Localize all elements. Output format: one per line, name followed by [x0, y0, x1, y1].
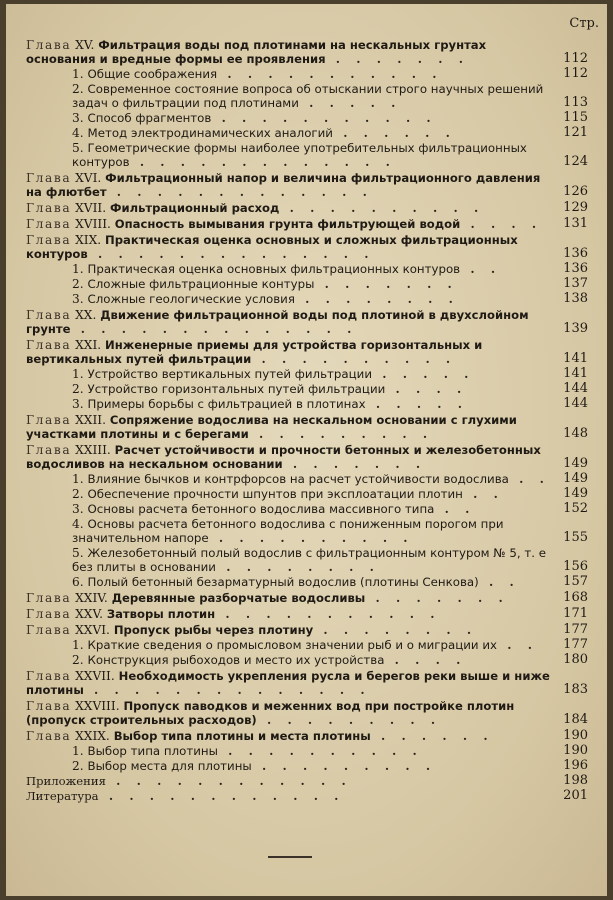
page-number: 155	[563, 530, 588, 545]
dot-leader: . . . . . . . . .	[256, 713, 442, 727]
dot-leader: . . . . . . .	[314, 277, 458, 291]
entry-title: Пропуск рыбы через плотину	[113, 623, 314, 637]
page-number: 190	[563, 728, 588, 743]
entry-number: XXIX.	[75, 729, 110, 743]
entry-number: XXVIII.	[75, 699, 120, 713]
entry-number: 2.	[72, 759, 84, 773]
toc-chapter	[26, 217, 598, 231]
entry-title: Выбор места для плотины	[87, 759, 252, 773]
dot-leader: . . . . . . . . . . . . . .	[83, 683, 371, 697]
page-column-header: Стр.	[569, 16, 599, 31]
page-number: 112	[563, 66, 588, 81]
entry-title: Основы расчета бетонного водослива массивного типа	[87, 502, 435, 516]
entry-title: Конструкция рыбоходов и место их устройства	[87, 653, 385, 667]
entry-title: Опасность вымывания грунта фильтрующей водой	[114, 217, 461, 231]
toc-appendix	[26, 789, 598, 803]
page-number: 136	[563, 261, 588, 276]
toc-chapter	[26, 607, 598, 621]
entry-title: Практическая оценка основных и сложных фильтрационных контуров	[26, 233, 518, 261]
page-number: 183	[563, 682, 588, 697]
entry-title: Пропуск паводков и меженних вод при постройке плотин (пропуск строительных расходов)	[26, 699, 515, 727]
page-number: 121	[563, 125, 588, 140]
entry-title: Устройство вертикальных путей фильтрации	[87, 367, 372, 381]
toc-section	[26, 82, 598, 110]
entry-title: Геометрические формы наиболее употребительных фильтрационных контуров	[72, 141, 527, 169]
entry-number: XVI.	[75, 171, 102, 185]
entry-title: Современное состояние вопроса об отыскании строго научных решений задач о фильтрации под плотинами	[72, 82, 544, 110]
entry-title: Движение фильтрационной воды под плотиной в двухслойном грунте	[26, 308, 529, 336]
entry-title: Устройство горизонтальных путей фильтрации	[87, 382, 386, 396]
entry-title: Краткие сведения о промысловом значении рыб и о миграции их	[87, 638, 497, 652]
entry-number: XVII.	[75, 201, 107, 215]
dot-leader: . . . . .	[298, 96, 402, 110]
toc-chapter	[26, 413, 598, 441]
dot-leader: . .	[508, 472, 550, 486]
dot-leader: . . . . . . . . . . . . . .	[70, 322, 358, 336]
entry-number: XV.	[75, 38, 95, 52]
chapter-prefix: Глава	[26, 443, 72, 457]
dot-leader: . . . . . . . . . . .	[217, 67, 443, 81]
entry-number: XIX.	[75, 233, 102, 247]
chapter-prefix: Глава	[26, 233, 72, 247]
entry-title: Фильтрация воды под плотинами на нескальных грунтах основания и вредные формы ее проявления	[26, 38, 487, 66]
entry-number: 5.	[72, 546, 84, 560]
entry-title: Сложные фильтрационные контуры	[87, 277, 315, 291]
entry-number: XXV.	[75, 607, 103, 621]
page-number: 131	[563, 216, 588, 231]
page-number: 198	[563, 773, 588, 788]
page-number: 126	[563, 184, 588, 199]
page-number: 149	[563, 486, 588, 501]
entry-number: 3.	[72, 502, 84, 516]
entry-number: 1.	[72, 367, 84, 381]
toc-section	[26, 575, 598, 589]
chapter-prefix: Глава	[26, 729, 72, 743]
toc-section	[26, 141, 598, 169]
toc-section	[26, 126, 598, 140]
page-number: 156	[563, 559, 588, 574]
chapter-prefix: Глава	[26, 217, 72, 231]
entry-number: 1.	[72, 472, 84, 486]
dot-leader: . . . . . .	[370, 729, 494, 743]
dot-leader: . . . . . . . . . . . . . .	[87, 247, 375, 261]
entry-number: 3.	[72, 292, 84, 306]
entry-number: XXII.	[75, 413, 106, 427]
dot-leader: . . . . . . .	[325, 52, 469, 66]
dot-leader: . . . . . . . . . . . . .	[129, 155, 396, 169]
chapter-prefix: Глава	[26, 201, 72, 215]
chapter-prefix: Глава	[26, 338, 72, 352]
toc-chapter	[26, 38, 598, 66]
page-number: 129	[563, 200, 588, 215]
entry-number: 1.	[72, 638, 84, 652]
table-of-contents	[26, 36, 598, 804]
chapter-prefix: Глава	[26, 38, 72, 52]
page-number: 144	[563, 396, 588, 411]
toc-chapter	[26, 338, 598, 366]
page-number: 141	[563, 351, 588, 366]
page-number: 184	[563, 712, 588, 727]
page-number: 152	[563, 501, 588, 516]
page-number: 138	[563, 291, 588, 306]
dot-leader: . . . . . . . . . . . . .	[106, 185, 373, 199]
entry-number: 1.	[72, 744, 84, 758]
toc-section	[26, 546, 598, 574]
toc-section	[26, 367, 598, 381]
entry-number: 2.	[72, 487, 84, 501]
entry-number: 2.	[72, 82, 84, 96]
entry-number: XXVI.	[75, 623, 110, 637]
page-number: 168	[563, 590, 588, 605]
dot-leader: . .	[434, 502, 476, 516]
entry-title: Метод электродинамических аналогий	[87, 126, 333, 140]
page-number: 177	[563, 637, 588, 652]
toc-section	[26, 502, 598, 516]
page-number: 149	[563, 456, 588, 471]
page-number: 136	[563, 246, 588, 261]
chapter-prefix: Глава	[26, 623, 72, 637]
toc-chapter	[26, 233, 598, 261]
toc-section	[26, 111, 598, 125]
dot-leader: . . . . . . . . . .	[279, 201, 485, 215]
dot-leader: . . . . . . . . . . . .	[105, 774, 352, 788]
entry-title: Инженерные приемы для устройства горизонтальных и вертикальных путей фильтрации	[26, 338, 483, 366]
end-rule	[268, 856, 312, 858]
entry-title: Необходимость укрепления русла и берегов реки выше и ниже плотины	[26, 669, 550, 697]
dot-leader: . .	[462, 487, 504, 501]
page-number: 171	[563, 606, 588, 621]
entry-number: 3.	[72, 111, 84, 125]
entry-number: XX.	[75, 308, 97, 322]
page-number: 180	[563, 652, 588, 667]
toc-section	[26, 277, 598, 291]
entry-title: Сложные геологические условия	[87, 292, 295, 306]
toc-chapter	[26, 443, 598, 471]
toc-chapter	[26, 729, 598, 743]
page-number: 144	[563, 381, 588, 396]
entry-title: Железобетонный полый водослив с фильтрационным контуром № 5, т. е без плиты в основании	[72, 546, 546, 574]
toc-chapter	[26, 669, 598, 697]
dot-leader: . . . . . . . . .	[251, 759, 437, 773]
dot-leader: . . . . . . . . . .	[251, 352, 457, 366]
page-number: 196	[563, 758, 588, 773]
entry-title: Общие соображения	[87, 67, 218, 81]
page-number: 124	[563, 154, 588, 169]
entry-title: Деревянные разборчатые водосливы	[111, 591, 366, 605]
dot-leader: . . . . . . .	[282, 457, 427, 471]
toc-chapter	[26, 308, 598, 336]
entry-title: Расчет устойчивости и прочности бетонных и железобетонных водосливов на нескальном основании	[26, 443, 541, 471]
dot-leader: . . . . . . . . . .	[217, 744, 423, 758]
dot-leader: . . . . . . . . . . .	[215, 607, 441, 621]
toc-section	[26, 517, 598, 545]
dot-leader: . .	[478, 575, 520, 589]
entry-number: 6.	[72, 575, 84, 589]
dot-leader: . . . . . . . . . .	[208, 531, 414, 545]
entry-title: Выбор типа плотины	[87, 744, 218, 758]
page-number: 112	[563, 51, 588, 66]
entry-title: Практическая оценка основных фильтрационных контуров	[87, 262, 461, 276]
dot-leader: . . . .	[460, 217, 543, 231]
dot-leader: . . . . . . . . . . . .	[98, 789, 345, 803]
page-number: 201	[563, 788, 588, 803]
toc-section	[26, 638, 598, 652]
chapter-prefix: Глава	[26, 171, 72, 185]
dot-leader: . . . .	[384, 653, 467, 667]
entry-number: 2.	[72, 382, 84, 396]
dot-leader: . . . . .	[372, 367, 475, 381]
toc-section	[26, 759, 598, 773]
page-number: 177	[563, 622, 588, 637]
toc-chapter	[26, 623, 598, 637]
entry-title: Основы расчета бетонного водослива с пониженным порогом при значительном напоре	[72, 517, 504, 545]
entry-number: 3.	[72, 397, 84, 411]
toc-section	[26, 262, 598, 276]
toc-section	[26, 397, 598, 411]
entry-title: Способ фрагментов	[87, 111, 212, 125]
chapter-prefix: Глава	[26, 308, 72, 322]
toc-section	[26, 472, 598, 486]
dot-leader: . . . . . . . .	[215, 560, 380, 574]
entry-title: Приложения	[26, 774, 106, 788]
dot-leader: . . . . . .	[332, 126, 456, 140]
chapter-prefix: Глава	[26, 413, 72, 427]
entry-number: XXVII.	[75, 669, 115, 683]
entry-title: Фильтрационный расход	[109, 201, 280, 215]
dot-leader: . . . . . . . . .	[248, 427, 434, 441]
toc-section	[26, 744, 598, 758]
entry-number: 5.	[72, 141, 84, 155]
chapter-prefix: Глава	[26, 669, 72, 683]
toc-appendix	[26, 774, 598, 788]
chapter-prefix: Глава	[26, 607, 72, 621]
page-number: 148	[563, 426, 588, 441]
dot-leader: . . . . . . . . . . .	[211, 111, 437, 125]
toc-chapter	[26, 171, 598, 199]
entry-title: Выбор типа плотины и места плотины	[113, 729, 371, 743]
entry-number: XXIV.	[75, 591, 108, 605]
dot-leader: . .	[460, 262, 502, 276]
entry-title: Обеспечение прочности шпунтов при эксплоатации плотин	[87, 487, 463, 501]
toc-chapter	[26, 201, 598, 215]
book-page	[6, 4, 607, 896]
entry-number: 2.	[72, 653, 84, 667]
entry-title: Затворы плотин	[106, 607, 216, 621]
dot-leader: . . . .	[385, 382, 468, 396]
toc-section	[26, 67, 598, 81]
page-number: 157	[563, 574, 588, 589]
toc-chapter	[26, 591, 598, 605]
toc-chapter	[26, 699, 598, 727]
entry-title: Литература	[26, 789, 99, 803]
dot-leader: . .	[496, 638, 538, 652]
page-number: 141	[563, 366, 588, 381]
entry-number: XXI.	[75, 338, 102, 352]
dot-leader: . . . . . . . .	[313, 623, 478, 637]
entry-number: 1.	[72, 262, 84, 276]
entry-number: XXIII.	[75, 443, 111, 457]
page-number: 137	[563, 276, 588, 291]
toc-section	[26, 653, 598, 667]
entry-title: Фильтрационный напор и величина фильтрационного давления на флютбет	[26, 171, 541, 199]
entry-number: 4.	[72, 517, 84, 531]
dot-leader: . . . . .	[365, 397, 469, 411]
entry-number: 2.	[72, 277, 84, 291]
entry-title: Влияние бычков и контрфорсов на расчет устойчивости водослива	[87, 472, 509, 486]
entry-title: Примеры борьбы с фильтрацией в плотинах	[87, 397, 366, 411]
page-number: 113	[563, 95, 588, 110]
chapter-prefix: Глава	[26, 699, 72, 713]
entry-number: XVIII.	[75, 217, 111, 231]
dot-leader: . . . . . . .	[365, 591, 509, 605]
page-number: 190	[563, 743, 588, 758]
page-number: 149	[563, 471, 588, 486]
toc-section	[26, 487, 598, 501]
entry-number: 1.	[72, 67, 84, 81]
page-number: 139	[563, 321, 588, 336]
dot-leader: . . . . . . . .	[294, 292, 459, 306]
toc-section	[26, 292, 598, 306]
entry-title: Сопряжение водослива на нескальном основании с глухими участками плотины и с берегами	[26, 413, 517, 441]
entry-number: 4.	[72, 126, 84, 140]
toc-section	[26, 382, 598, 396]
page-number: 115	[563, 110, 588, 125]
entry-title: Полый бетонный безарматурный водослив (плотины Сенкова)	[87, 575, 479, 589]
chapter-prefix: Глава	[26, 591, 72, 605]
